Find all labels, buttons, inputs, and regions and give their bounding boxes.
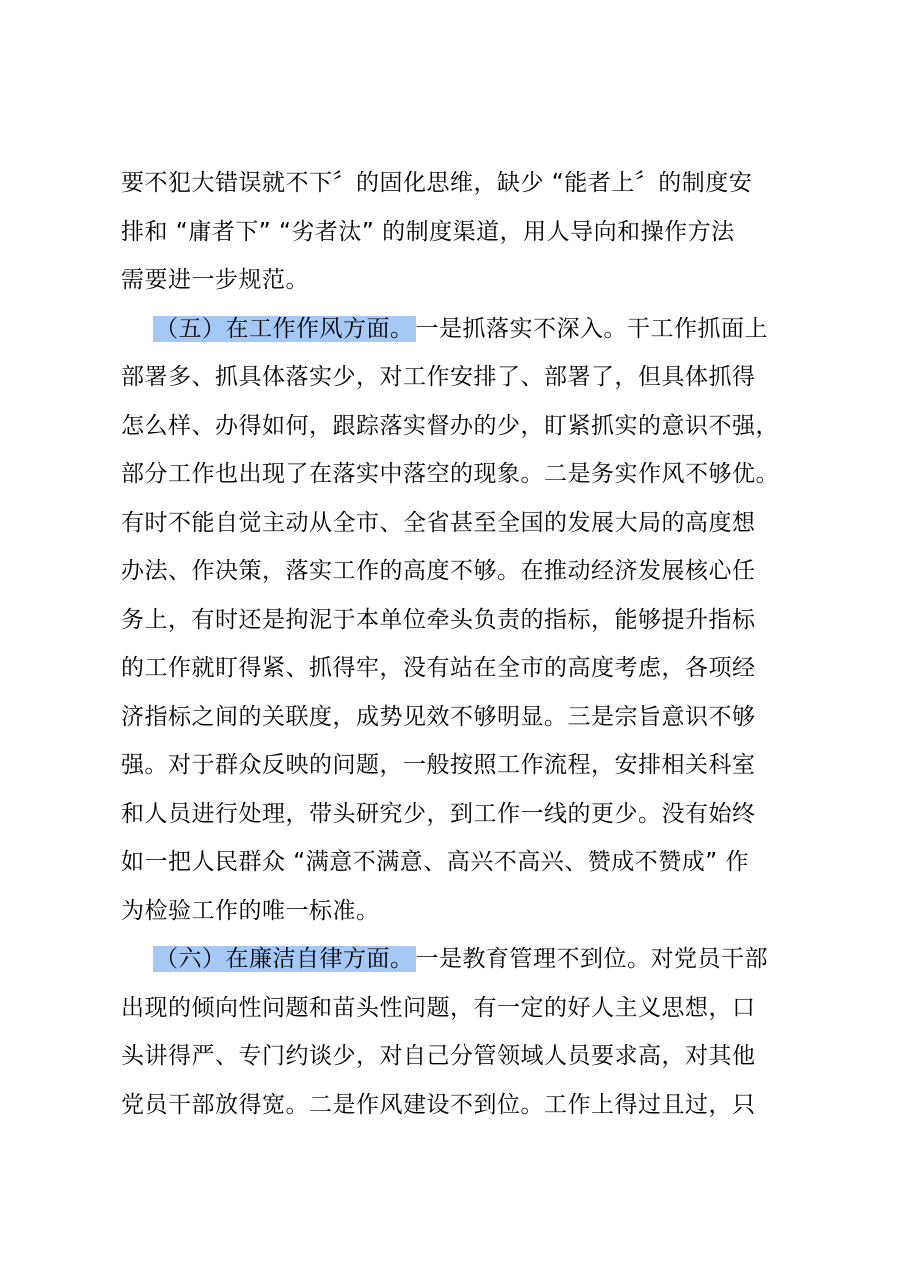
paragraph-line: 头讲得严、专门约谈少，对自己分管领域人员要求高，对其他 (121, 1043, 756, 1069)
paragraph-line: 要不犯大错误就不下〞的固化思维，缺少 “能者上〞的制度安 (121, 170, 753, 196)
paragraph-line: 办法、作决策，落实工作的高度不够。在推动经济发展核心任 (121, 558, 756, 584)
section-5-heading: （五）在工作作风方面。 (155, 316, 414, 342)
section-6-first-line (153, 941, 768, 977)
paragraph-line: 出现的倾向性问题和苗头性问题，有一定的好人主义思想，口 (121, 995, 756, 1021)
paragraph-line: 部分工作也出现了在落实中落空的现象。二是务实作风不够优。 (121, 461, 779, 487)
paragraph-line: 排和 “庸者下” “劣者汰” 的制度渠道，用人导向和操作方法 (121, 219, 735, 245)
paragraph-line: 为检验工作的唯一标准。 (121, 898, 380, 924)
paragraph-line: 部署多、抓具体落实少，对工作安排了、部署了，但具体抓得 (121, 364, 756, 390)
paragraph-line: 如一把人民群众 “满意不满意、高兴不高兴、赞成不赞成” 作 (121, 849, 749, 875)
paragraph-line: 有时不能自觉主动从全市、全省甚至全国的发展大局的高度想 (121, 510, 756, 536)
section-6-first-line-text: 一是教育管理不到位。对党员干部 (415, 946, 768, 972)
paragraph-line: 务上，有时还是拘泥于本单位牵头负责的指标，能够提升指标 (121, 607, 756, 633)
paragraph-line: 和人员进行处理，带头研究少，到工作一线的更少。没有始终 (121, 801, 756, 827)
section-5-first-line-text: 一是抓落实不深入。干工作抓面上 (415, 316, 768, 342)
section-6-heading: （六）在廉洁自律方面。 (155, 946, 414, 972)
paragraph-line: 需要进一步规范。 (121, 267, 309, 293)
section-5-first-line (153, 311, 768, 347)
paragraph-line: 的工作就盯得紧、抓得牢，没有站在全市的高度考虑，各项经 (121, 655, 756, 681)
paragraph-line: 党员干部放得宽。二是作风建设不到位。工作上得过且过，只 (121, 1092, 756, 1118)
paragraph-line: 怎么样、办得如何，跟踪落实督办的少，盯紧抓实的意识不强， (121, 413, 779, 439)
paragraph-line: 强。对于群众反映的问题，一般按照工作流程，安排相关科室 (121, 752, 756, 778)
paragraph-line: 济指标之间的关联度，成势见效不够明显。三是宗旨意识不够 (121, 704, 756, 730)
